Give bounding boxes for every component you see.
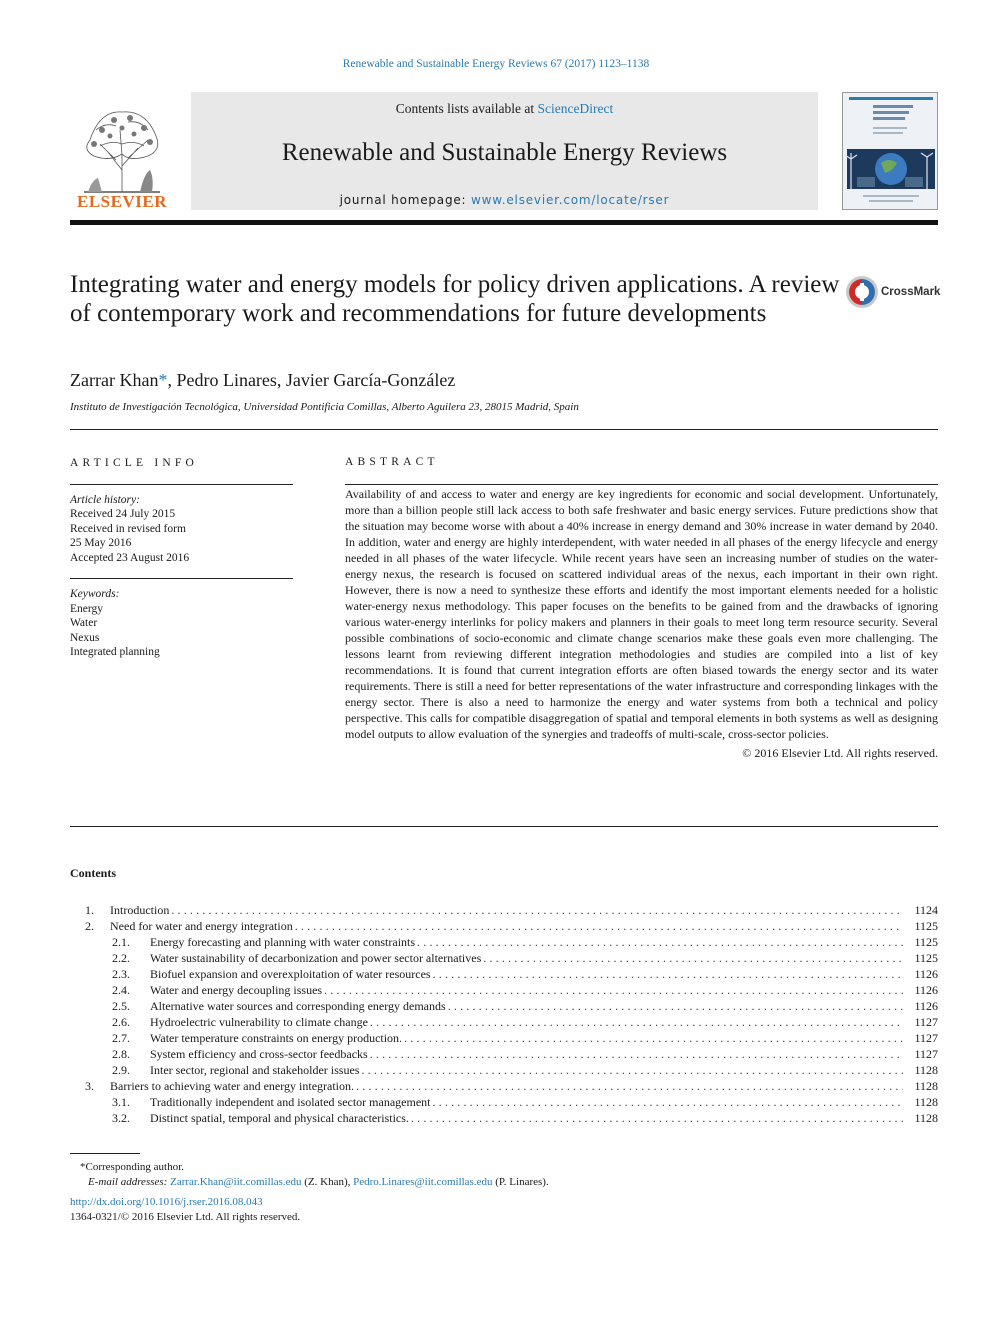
toc-title: Energy forecasting and planning with water constraints — [150, 935, 416, 949]
toc-entry[interactable] — [70, 934, 938, 950]
toc-number: 2. — [85, 919, 94, 933]
toc-entry[interactable] — [70, 982, 938, 998]
toc-entry[interactable] — [70, 918, 938, 934]
history-item: Accepted 23 August 2016 — [70, 551, 190, 564]
toc-entry[interactable] — [70, 966, 938, 982]
journal-banner — [191, 92, 818, 210]
toc-entry[interactable] — [70, 998, 938, 1014]
footnotes — [70, 1160, 549, 1224]
toc-title: Introduction — [110, 903, 170, 917]
toc-leader — [324, 982, 903, 998]
keyword: Integrated planning — [70, 646, 160, 658]
toc-number: 1. — [85, 903, 94, 917]
crossmark-icon — [845, 275, 879, 309]
abstract-text: Availability of and access to water and energy are key ingredients for economic and social development. Unfortunately, more than a billion people still lack access to both safe freshwater and basic energy services. Future predictions show that the situation may become worse with about a 40% increase in energy demand and 30% increase in water demand by 2040. In addition, water and energy are highly interdependent, with water needed in all phases of the energy lifecycle and energy needed in all phases of the water lifecycle. While recent years have seen an increasing number of studies on the water-energy nexus, the research is focused on scattered individual areas of the nexus, each important in their own right. However, there is now a need to synthesize these efforts and identify the most important elements needed for a holistic water-energy nexus methodology. This paper focuses on the benefits to be gained from and the drawbacks of ignoring various water-energy interlinks for policy makers and planners in their goals to meet long term resource security. Several possible combinations of socio-economic and climate change scenarios make these goals even more challenging. The lessons learnt from reviewing different integration methodologies and studies are compiled into a list of key recommendations. It is found that current integration efforts are often biased towards the energy sector and its water requirements. There is still a need for better representations of the water infrastructure and corresponding linkages with the energy sector. There is also a need to harmonize the energy and water systems from both a technical and policy perspective. This calls for compatible disaggregation of spatial and temporal elements in both systems as well as designing model outputs to allow evaluation of the synergies and tradeoffs of multi-scale, cross-sector policies. — [345, 487, 938, 741]
toc-title: System efficiency and cross-sector feedbacks — [150, 1047, 368, 1061]
toc-leader — [404, 1030, 903, 1046]
email-link[interactable]: Zarrar.Khan@iit.comillas.edu — [170, 1175, 302, 1188]
toc-page: 1127 — [914, 1031, 938, 1045]
toc-leader — [295, 918, 903, 934]
email-owner: (P. Linares). — [495, 1175, 549, 1188]
author-name[interactable]: Zarrar Khan — [70, 370, 159, 390]
toc-leader — [356, 1078, 903, 1094]
masthead — [70, 92, 938, 212]
toc-page: 1127 — [914, 1047, 938, 1061]
toc-entry[interactable] — [70, 902, 938, 918]
toc-number: 2.6. — [112, 1015, 130, 1029]
toc-number: 2.1. — [112, 935, 130, 949]
author-separator: , — [167, 370, 177, 390]
abstract-heading: ABSTRACT — [345, 456, 439, 468]
toc-page: 1128 — [914, 1095, 938, 1109]
toc-number: 3.2. — [112, 1111, 130, 1125]
toc-page: 1126 — [914, 983, 938, 997]
email-label: E-mail addresses: — [88, 1175, 168, 1188]
toc-number: 2.2. — [112, 951, 130, 965]
toc-leader — [370, 1046, 903, 1062]
toc-entry[interactable] — [70, 1014, 938, 1030]
article-info-rule — [70, 484, 293, 485]
corresponding-author-marker[interactable]: * — [158, 370, 168, 390]
abstract-divider — [70, 826, 938, 827]
toc-title: Water sustainability of decarbonization and power sector alternatives — [150, 951, 482, 965]
toc-number: 2.8. — [112, 1047, 130, 1061]
affiliation: Instituto de Investigación Tecnológica, Universidad Pontificia Comillas, Alberto Aguilera 23, 28015 Madrid, Spain — [70, 401, 579, 413]
toc-leader — [361, 1062, 903, 1078]
toc-number: 3.1. — [112, 1095, 130, 1109]
toc-title: Biofuel expansion and overexploitation of water resources — [150, 967, 431, 981]
toc-entry[interactable] — [70, 1110, 938, 1126]
crossmark-label: CrossMark — [881, 286, 941, 298]
abstract-copyright: © 2016 Elsevier Ltd. All rights reserved. — [742, 746, 938, 760]
article-history — [70, 493, 293, 566]
author-separator: , — [276, 370, 286, 390]
keyword: Nexus — [70, 631, 100, 644]
keywords-label: Keywords: — [70, 588, 120, 600]
toc-leader — [483, 950, 903, 966]
toc-leader — [433, 966, 903, 982]
contents-prefix: Contents lists available at — [395, 101, 538, 116]
toc-page: 1126 — [914, 967, 938, 981]
toc-title: Traditionally independent and isolated sector management — [150, 1095, 431, 1109]
issn-copyright: 1364-0321/© 2016 Elsevier Ltd. All rights reserved. — [70, 1210, 301, 1223]
toc-number: 2.4. — [112, 983, 130, 997]
toc-leader — [417, 934, 903, 950]
crossmark-badge[interactable] — [845, 275, 940, 311]
title-divider — [70, 429, 938, 430]
keyword: Water — [70, 617, 98, 629]
history-item: Received 24 July 2015 — [70, 508, 176, 520]
cover-image — [843, 93, 938, 210]
abstract-rule — [345, 484, 938, 485]
footnote-marker: * — [80, 1161, 86, 1173]
toc-page: 1125 — [914, 935, 938, 949]
masthead-divider — [70, 220, 938, 225]
journal-cover-thumbnail[interactable] — [842, 92, 938, 210]
email-link[interactable]: Pedro.Linares@iit.comillas.edu — [353, 1175, 493, 1188]
toc-page: 1125 — [914, 919, 938, 933]
toc-title: Water temperature constraints on energy production. — [150, 1031, 403, 1045]
journal-citation[interactable]: Renewable and Sustainable Energy Reviews 67 (2017) 1123–1138 — [342, 58, 650, 70]
history-item: 25 May 2016 — [70, 537, 132, 549]
article-info — [70, 456, 293, 660]
homepage-link[interactable]: www.elsevier.com/locate/rser — [471, 193, 670, 207]
article-info-heading: ARTICLE INFO — [70, 457, 198, 469]
toc-entry[interactable] — [70, 1094, 938, 1110]
article-title: Integrating water and energy models for policy driven applications. A review of contemporary work and recommendations for future developments — [70, 271, 840, 327]
keywords-rule — [70, 578, 293, 579]
author-name[interactable]: Javier García-González — [285, 370, 456, 390]
toc-title: Need for water and energy integration — [110, 919, 293, 933]
toc-title: Distinct spatial, temporal and physical characteristics. — [150, 1111, 409, 1125]
journal-homepage — [191, 193, 818, 207]
keywords — [70, 587, 293, 660]
toc-title: Inter sector, regional and stakeholder issues — [150, 1063, 360, 1077]
toc-title: Alternative water sources and corresponding energy demands — [150, 999, 446, 1013]
journal-title: Renewable and Sustainable Energy Reviews — [281, 139, 728, 166]
toc-number: 2.9. — [112, 1063, 130, 1077]
author-list — [70, 370, 455, 391]
toc-title: Hydroelectric vulnerability to climate change — [150, 1015, 368, 1029]
toc-entry[interactable] — [70, 950, 938, 966]
toc-entry[interactable] — [70, 1030, 938, 1046]
contents-heading: Contents — [70, 866, 117, 880]
toc-page: 1128 — [914, 1063, 938, 1077]
toc-page: 1125 — [914, 951, 938, 965]
toc-number: 3. — [85, 1079, 94, 1093]
email-owner: (Z. Khan), — [304, 1175, 351, 1188]
author-name[interactable]: Pedro Linares — [176, 370, 277, 390]
toc-page: 1128 — [914, 1079, 938, 1093]
toc-entry[interactable] — [70, 1046, 938, 1062]
history-label: Article history: — [70, 493, 140, 506]
corresponding-author-note — [70, 1160, 549, 1175]
email-addresses — [70, 1175, 549, 1190]
contents-availability — [191, 101, 818, 117]
publisher-name: ELSEVIER — [77, 192, 167, 211]
toc-page: 1126 — [914, 999, 938, 1013]
corresponding-author-text: Corresponding author. — [85, 1161, 184, 1173]
toc-number: 2.7. — [112, 1031, 130, 1045]
toc-title: Barriers to achieving water and energy integration. — [110, 1079, 355, 1093]
sciencedirect-link[interactable]: ScienceDirect — [537, 101, 614, 116]
toc-number: 2.3. — [112, 967, 130, 981]
toc-leader — [370, 1014, 903, 1030]
footnote-rule — [70, 1153, 140, 1154]
toc-number: 2.5. — [112, 999, 130, 1013]
toc-leader — [432, 1094, 903, 1110]
toc-title: Water and energy decoupling issues — [150, 983, 323, 997]
table-of-contents — [70, 902, 938, 1126]
toc-leader — [411, 1110, 903, 1126]
toc-page: 1128 — [914, 1111, 938, 1125]
toc-leader — [448, 998, 903, 1014]
toc-page: 1124 — [914, 903, 938, 917]
toc-page: 1127 — [914, 1015, 938, 1029]
history-item: Received in revised form — [70, 522, 186, 535]
keyword: Energy — [70, 602, 104, 615]
toc-leader — [171, 902, 903, 918]
toc-entry[interactable] — [70, 1062, 938, 1078]
toc-entry[interactable] — [70, 1078, 938, 1094]
abstract — [345, 456, 938, 761]
homepage-prefix: journal homepage: — [339, 193, 472, 207]
doi-link[interactable]: http://dx.doi.org/10.1016/j.rser.2016.08.043 — [70, 1196, 263, 1208]
